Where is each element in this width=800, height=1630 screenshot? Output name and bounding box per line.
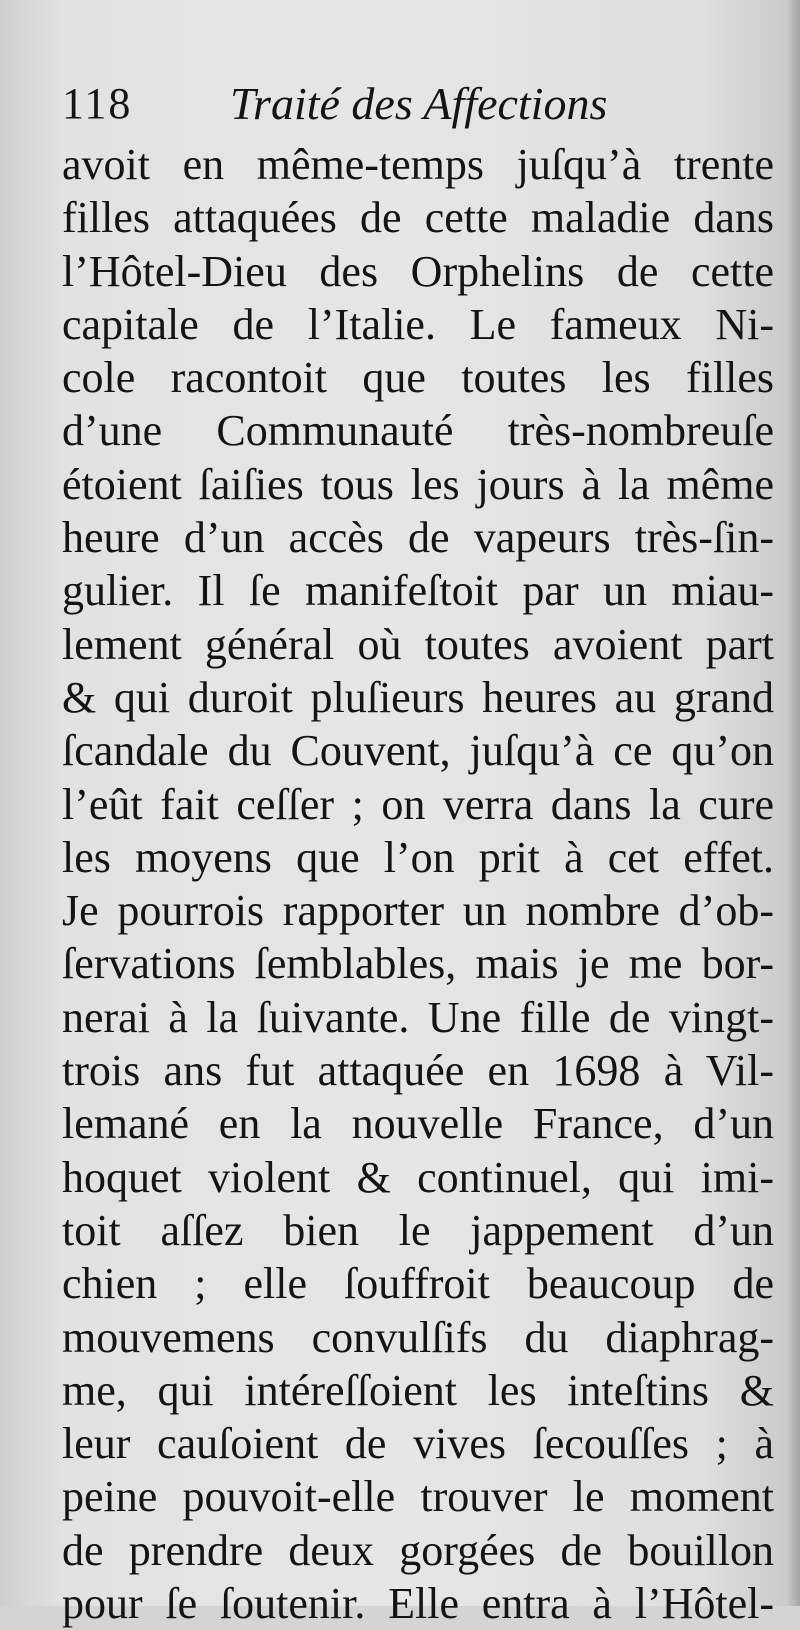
text-line: ſcandale du Couvent, juſqu’à ce qu’on — [62, 726, 774, 776]
text-line: lement général où toutes avoient part — [62, 619, 774, 669]
body-text — [62, 138, 774, 1630]
text-line: me, qui intéreſſoient les inteſtins & — [62, 1365, 774, 1415]
page-number: 118 — [62, 79, 133, 128]
text-line: de prendre deux gorgées de bouillon — [62, 1525, 774, 1575]
text-line: étoient ſaiſies tous les jours à la même — [62, 459, 774, 509]
text-line: gulier. Il ſe manifeſtoit par un miau- — [62, 566, 774, 616]
text-line: Je pourrois rapporter un nombre d’ob- — [62, 886, 774, 936]
text-line: heure d’un accès de vapeurs très-ſin- — [62, 513, 774, 563]
text-line: & qui duroit pluſieurs heures au grand — [62, 672, 774, 722]
text-line: lemané en la nouvelle France, d’un — [62, 1099, 774, 1149]
text-line: peine pouvoit-elle trouver le moment — [62, 1472, 774, 1522]
text-line: filles attaquées de cette maladie dans — [62, 193, 774, 243]
text-line: avoit en même-temps juſqu’à trente — [62, 140, 774, 189]
text-line: leur cauſoient de vives ſecouſſes ; à — [62, 1419, 774, 1469]
text-line: pour ſe ſoutenir. Elle entra à l’Hôtel- — [62, 1579, 774, 1629]
text-line: ſervations ſemblables, mais je me bor- — [62, 939, 774, 989]
text-line: mouvemens convulſifs du diaphrag- — [62, 1312, 774, 1362]
text-line: hoquet violent & continuel, qui imi- — [62, 1152, 774, 1202]
text-line: nerai à la ſuivante. Une fille de vingt- — [62, 992, 774, 1042]
text-line: trois ans fut attaquée en 1698 à Vil- — [62, 1046, 774, 1096]
running-title: Traité des Affections — [230, 78, 608, 129]
text-line: chien ; elle ſouffroit beaucoup de — [62, 1259, 774, 1309]
text-line: d’une Communauté très-nombreuſe — [62, 406, 774, 456]
text-line: cole racontoit que toutes les filles — [62, 353, 774, 403]
text-line: l’Hôtel-Dieu des Orphelins de cette — [62, 246, 774, 296]
text-line: capitale de l’Italie. Le fameux Ni- — [62, 299, 774, 349]
text-line: toit aſſez bien le jappement d’un — [62, 1205, 774, 1255]
text-line: les moyens que l’on prit à cet effet. — [62, 832, 774, 882]
page-header — [62, 74, 762, 134]
text-line: l’eût fait ceſſer ; on verra dans la cure — [62, 779, 774, 829]
